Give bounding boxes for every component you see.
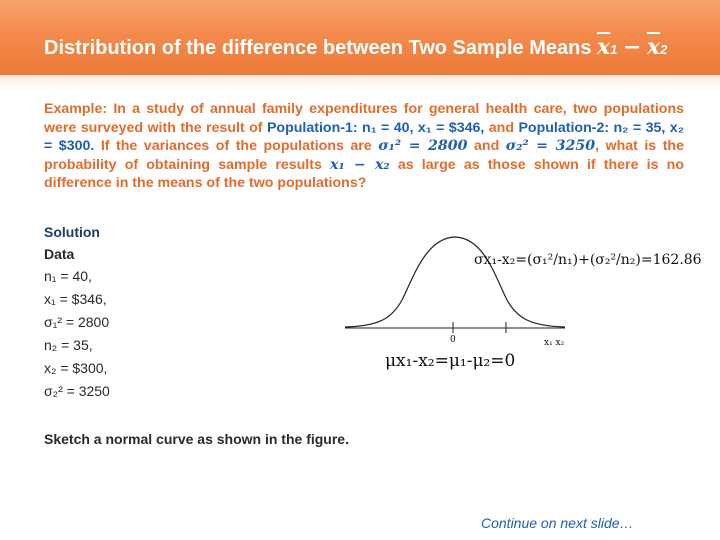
example-part2: If the variances of the populations are (94, 138, 379, 155)
example-part1: Example: In a study of annual family expenditures for general health care, two populations were surveyed with the result of (44, 101, 684, 136)
title-minus: − (622, 34, 642, 60)
slide-title-text: Distribution of the difference between Two Sample Means (44, 37, 592, 59)
difference-expression: x₁ − x₂ (330, 156, 390, 173)
data-line-n1: n₁ = 40, (44, 268, 92, 284)
mu-label: μx₁-x₂=μ₁-μ₂=0 (385, 351, 516, 371)
continue-link[interactable]: Continue on next slide… (481, 515, 634, 531)
title-sub2: 2 (660, 42, 668, 57)
example-part3: , what is the probability of obtaining sample results (44, 138, 684, 173)
variance-2: σ₂² = 3250 (505, 138, 596, 155)
pop1-values: n₁ = 40, x₁ = $346, (362, 119, 485, 136)
data-line-x2: x₂ = $300, (44, 360, 108, 376)
title-x1: $\overline{x}$ (597, 34, 611, 60)
data-heading: Data (44, 246, 75, 262)
example-part4: as large as those shown if there is no difference in the means of the two populations? (44, 156, 684, 192)
solution-heading: Solution (44, 224, 100, 240)
pop2-values: n₂ = 35, x₂ = $300. (44, 119, 685, 155)
title-sub1: 1 (610, 42, 618, 57)
data-line-var2: σ₂² = 3250 (44, 383, 110, 399)
sketch-instruction: Sketch a normal curve as shown in the figure. (44, 431, 349, 447)
variance-1: σ₁² = 2800 (378, 138, 468, 155)
normal-curve (345, 237, 565, 327)
example-and1: and (484, 119, 519, 136)
title-x2: $\overline{x}$ (646, 34, 661, 60)
data-line-n2: n₂ = 35, (44, 337, 93, 353)
example-and2: and (467, 138, 506, 155)
axis-right-label: x₁ x₂ (544, 338, 565, 348)
data-line-x1: x₁ = $346, (44, 291, 107, 307)
data-line-var1: σ₁² = 2800 (44, 314, 110, 330)
pop2-name: Population-2: (518, 119, 614, 136)
sigma-label: σx₁-x₂=(σ₁²/n₁)+(σ₂²/n₂)=162.86 (474, 252, 702, 268)
pop1-name: Population-1: (266, 119, 363, 136)
tick-zero-label: 0 (450, 335, 456, 345)
